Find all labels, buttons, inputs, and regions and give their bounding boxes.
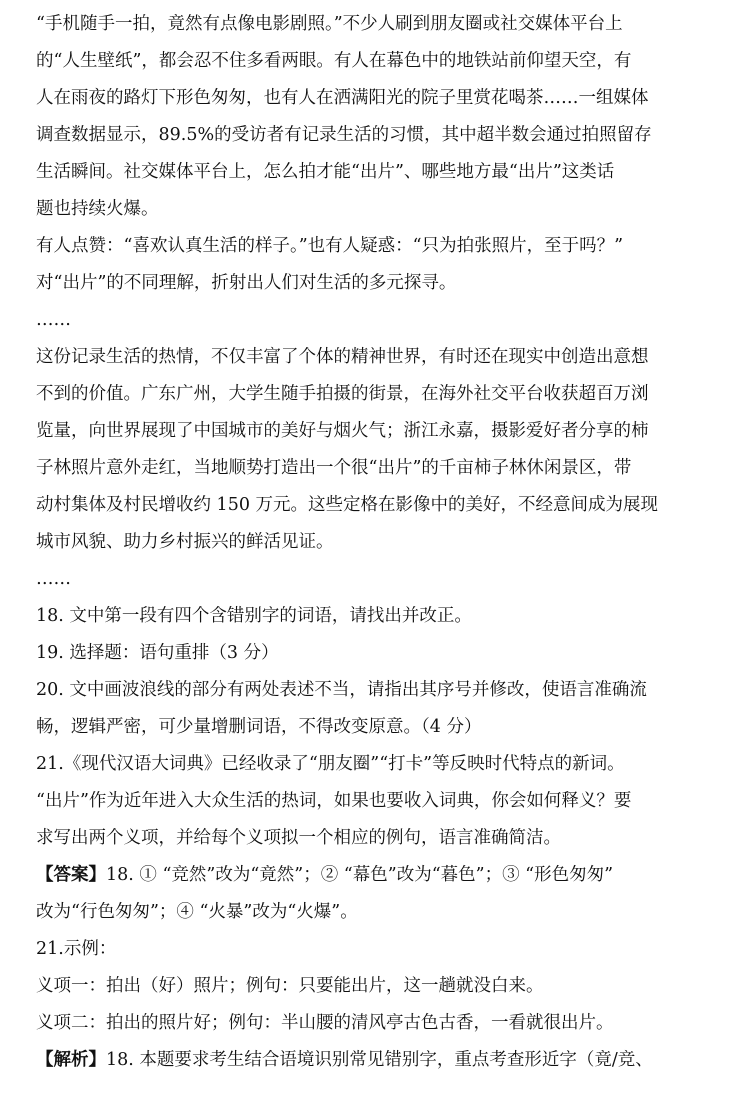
analysis-line (36, 1042, 705, 1079)
text-line: 题也持续火爆。 (36, 199, 159, 219)
text-line: 对“出片”的不同理解，折射出人们对生活的多元探寻。 (36, 273, 457, 293)
text-line: 子林照片意外走红，当地顺势打造出一个很“出片”的千亩柿子林休闲景区，带 (36, 458, 632, 478)
text-line: 动村集体及村民增收约 150 万元。这些定格在影像中的美好，不经意间成为展现 (36, 495, 659, 515)
question-21-cont: “出片”作为近年进入大众生活的热词，如果也要收入词典，你会如何释义？要 (36, 791, 632, 811)
answer-line: 义项二：拍出的照片好；例句：半山腰的清风亭古色古香，一看就很出片。 (36, 1013, 614, 1033)
text-line: 人在雨夜的路灯下形色匆匆，也有人在洒满阳光的院子里赏花喝茶……一组媒体 (36, 88, 649, 108)
answer-line: 义项一：拍出（好）照片；例句：只要能出片，这一趟就没白来。 (36, 976, 544, 996)
question-18: 18. 文中第一段有四个含错别字的词语，请找出并改正。 (36, 606, 472, 626)
text-line: 生活瞬间。社交媒体平台上，怎么拍才能“出片”、哪些地方最“出片”这类话 (36, 162, 615, 182)
text-line: 不到的价值。广东广州，大学生随手拍摄的街景，在海外社交平台收获超百万浏 (36, 384, 649, 404)
analysis-text: 18. 本题要求考生结合语境识别常见错别字，重点考查形近字（竟/竞、 (106, 1050, 653, 1070)
answer-line: 改为“行色匆匆”；④ “火暴”改为“火爆”。 (36, 902, 358, 922)
question-19: 19. 选择题：语句重排（3 分） (36, 643, 279, 663)
question-20: 20. 文中画波浪线的部分有两处表述不当，请指出其序号并修改，使语言准确流 (36, 680, 647, 700)
answer-text: 18. ① “竞然”改为“竟然”；② “幕色”改为“暮色”；③ “形色匆匆” (106, 865, 614, 885)
text-line: 城市风貌、助力乡村振兴的鲜活见证。 (36, 532, 334, 552)
answer-line: 21.示例： (36, 939, 117, 959)
text-line: 览量，向世界展现了中国城市的美好与烟火气；浙江永嘉，摄影爱好者分享的柿 (36, 421, 649, 441)
text-line: 有人点赞：“喜欢认真生活的样子。”也有人疑惑：“只为拍张照片，至于吗？” (36, 236, 624, 256)
answer-tag: 【答案】 (36, 865, 106, 885)
analysis-tag: 【解析】 (36, 1050, 106, 1070)
answer-line (36, 857, 705, 894)
text-line: 的“人生壁纸”，都会忍不住多看两眼。有人在幕色中的地铁站前仰望天空，有 (36, 51, 632, 71)
question-20-cont: 畅，逻辑严密，可少量增删词语，不得改变原意。（4 分） (36, 717, 482, 737)
text-line: “手机随手一拍，竟然有点像电影剧照。”不少人刷到朋友圈或社交媒体平台上 (36, 14, 623, 34)
question-21-cont: 求写出两个义项，并给每个义项拟一个相应的例句，语言准确简洁。 (36, 828, 561, 848)
text-line: 这份记录生活的热情，不仅丰富了个体的精神世界，有时还在现实中创造出意想 (36, 347, 649, 367)
ellipsis-line: …… (36, 310, 71, 330)
text-line: 调查数据显示，89.5%的受访者有记录生活的习惯，其中超半数会通过拍照留存 (36, 125, 652, 145)
ellipsis-line: …… (36, 569, 71, 589)
question-21: 21.《现代汉语大词典》已经收录了“朋友圈”“打卡”等反映时代特点的新词。 (36, 754, 625, 774)
